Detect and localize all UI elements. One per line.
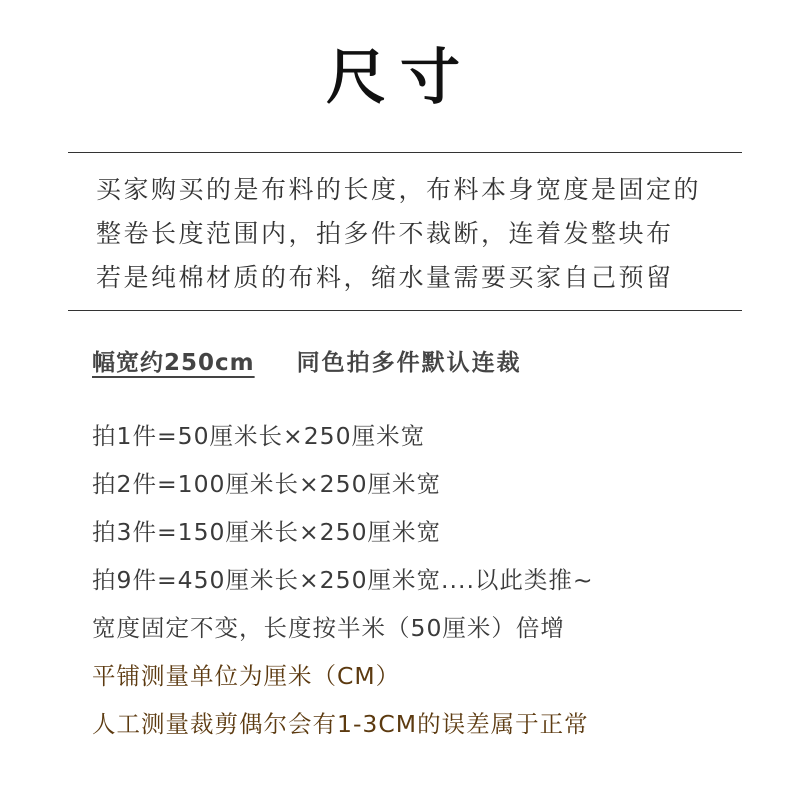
- spec-line: 宽度固定不变，长度按半米（50厘米）倍增: [92, 614, 565, 642]
- note-line: 整卷长度范围内，拍多件不裁断，连着发整块布: [96, 219, 674, 248]
- spec-line: 拍9件=450厘米长×250厘米宽....以此类推~: [92, 566, 594, 594]
- page-title: 尺寸: [326, 43, 474, 113]
- measurement-unit-note: 平铺测量单位为厘米（CM）: [92, 662, 401, 690]
- spec-header: [92, 343, 522, 383]
- spec-line: 拍1件=50厘米长×250厘米宽: [92, 422, 426, 450]
- spec-list: [92, 412, 782, 748]
- note-line: 若是纯棉材质的布料，缩水量需要买家自己预留: [96, 263, 674, 292]
- divider-top: [68, 152, 742, 153]
- purchase-notes: [96, 168, 736, 300]
- note-line: 买家购买的是布料的长度，布料本身宽度是固定的: [96, 175, 702, 204]
- divider-bottom: [68, 310, 742, 311]
- width-label: 幅宽约250cm: [92, 350, 255, 376]
- tolerance-note: 人工测量裁剪偶尔会有1-3CM的误差属于正常: [92, 710, 589, 738]
- cut-note: 同色拍多件默认连裁: [296, 350, 522, 376]
- spec-line: 拍3件=150厘米长×250厘米宽: [92, 518, 442, 546]
- spec-line: 拍2件=100厘米长×250厘米宽: [92, 470, 442, 498]
